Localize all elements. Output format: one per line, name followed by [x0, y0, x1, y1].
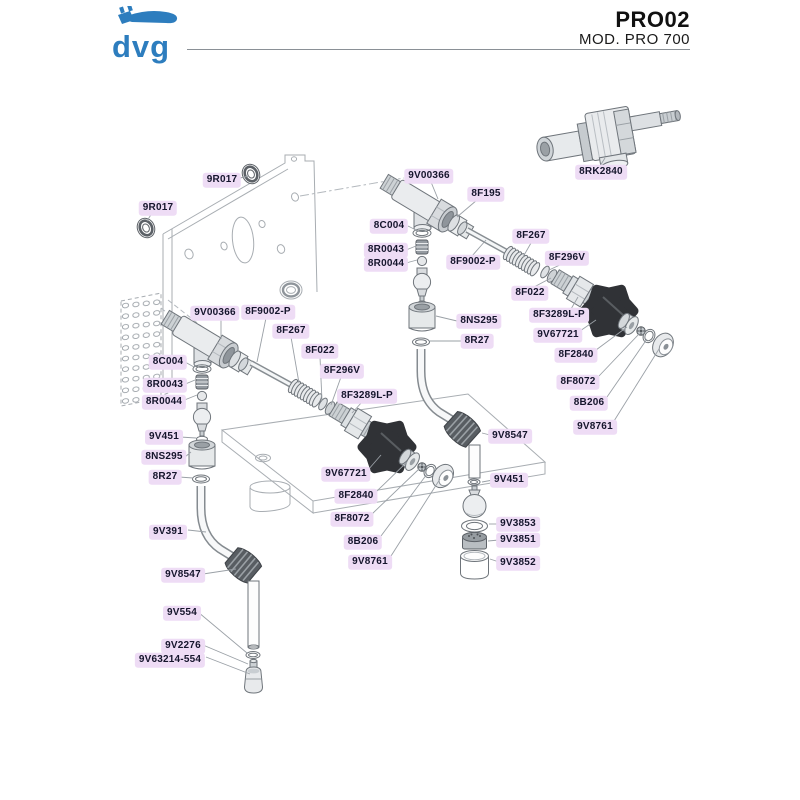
part-label-8b206: 8B206 [344, 535, 382, 550]
spring [502, 245, 542, 277]
part-label-9v00366: 9V00366 [190, 306, 239, 321]
part-label-9v554: 9V554 [163, 606, 201, 621]
part-label-8c004: 8C004 [370, 219, 408, 234]
part-label-9v8547: 9V8547 [161, 568, 205, 583]
part-label-9v8547: 9V8547 [488, 429, 532, 444]
part-label-8f2840: 8F2840 [334, 489, 377, 504]
part-label-9v3853: 9V3853 [496, 517, 540, 532]
part-label-9v67721: 9V67721 [321, 467, 370, 482]
part-label-8b206: 8B206 [570, 396, 608, 411]
part-label-8f8072: 8F8072 [556, 375, 599, 390]
part-label-8f3289l-p: 8F3289L-P [337, 389, 397, 404]
part-label-9v67721: 9V67721 [533, 328, 582, 343]
part-label-9v63214-554: 9V63214-554 [135, 653, 205, 668]
part-label-8f296v: 8F296V [545, 251, 589, 266]
part-label-8f195: 8F195 [467, 187, 504, 202]
part-label-8f2840: 8F2840 [554, 348, 597, 363]
part-label-8r0044: 8R0044 [364, 257, 408, 272]
part-label-8r27: 8R27 [461, 334, 494, 349]
part-label-9v3852: 9V3852 [496, 556, 540, 571]
part-label-8ns295: 8NS295 [456, 314, 501, 329]
part-label-9v451: 9V451 [145, 430, 183, 445]
grommet-icon [134, 215, 158, 240]
grommet-icon [239, 161, 263, 186]
part-label-8r0044: 8R0044 [142, 395, 186, 410]
part-label-8ns295: 8NS295 [141, 450, 186, 465]
part-label-8rk2840: 8RK2840 [575, 165, 627, 180]
part-label-9v2276: 9V2276 [161, 639, 205, 654]
construction-lines [161, 178, 404, 341]
middle-valve-assembly [158, 305, 458, 693]
brand-logo-text: dvg [112, 29, 171, 64]
part-label-9r017: 9R017 [203, 173, 241, 188]
part-label-9v451: 9V451 [490, 473, 528, 488]
spring [287, 378, 324, 408]
part-label-8r0043: 8R0043 [143, 378, 187, 393]
product-code: PRO02 [615, 7, 690, 32]
part-label-8f296v: 8F296V [320, 364, 364, 379]
part-label-8f267: 8F267 [512, 229, 549, 244]
leader-lines [147, 158, 659, 674]
part-label-8f9002-p: 8F9002-P [446, 255, 500, 270]
part-label-9v8761: 9V8761 [573, 420, 617, 435]
part-label-9v391: 9V391 [149, 525, 187, 540]
part-label-8f267: 8F267 [272, 324, 309, 339]
part-label-8f8072: 8F8072 [330, 512, 373, 527]
part-label-8c004: 8C004 [149, 355, 187, 370]
part-label-8f022: 8F022 [511, 286, 548, 301]
frame-panel-line-art [121, 155, 317, 406]
part-label-9v3851: 9V3851 [496, 533, 540, 548]
part-label-9r017: 9R017 [139, 201, 177, 216]
right-valve-assembly [377, 169, 678, 579]
part-label-9v00366: 9V00366 [404, 169, 453, 184]
complete-valve-drawing [532, 97, 687, 182]
part-label-8f3289l-p: 8F3289L-P [529, 308, 589, 323]
part-label-8r0043: 8R0043 [364, 243, 408, 258]
part-label-9v8761: 9V8761 [348, 555, 392, 570]
part-label-8r27: 8R27 [149, 470, 182, 485]
model-name: MOD. PRO 700 [578, 31, 690, 48]
part-label-8f022: 8F022 [301, 344, 338, 359]
part-label-8f9002-p: 8F9002-P [241, 305, 295, 320]
